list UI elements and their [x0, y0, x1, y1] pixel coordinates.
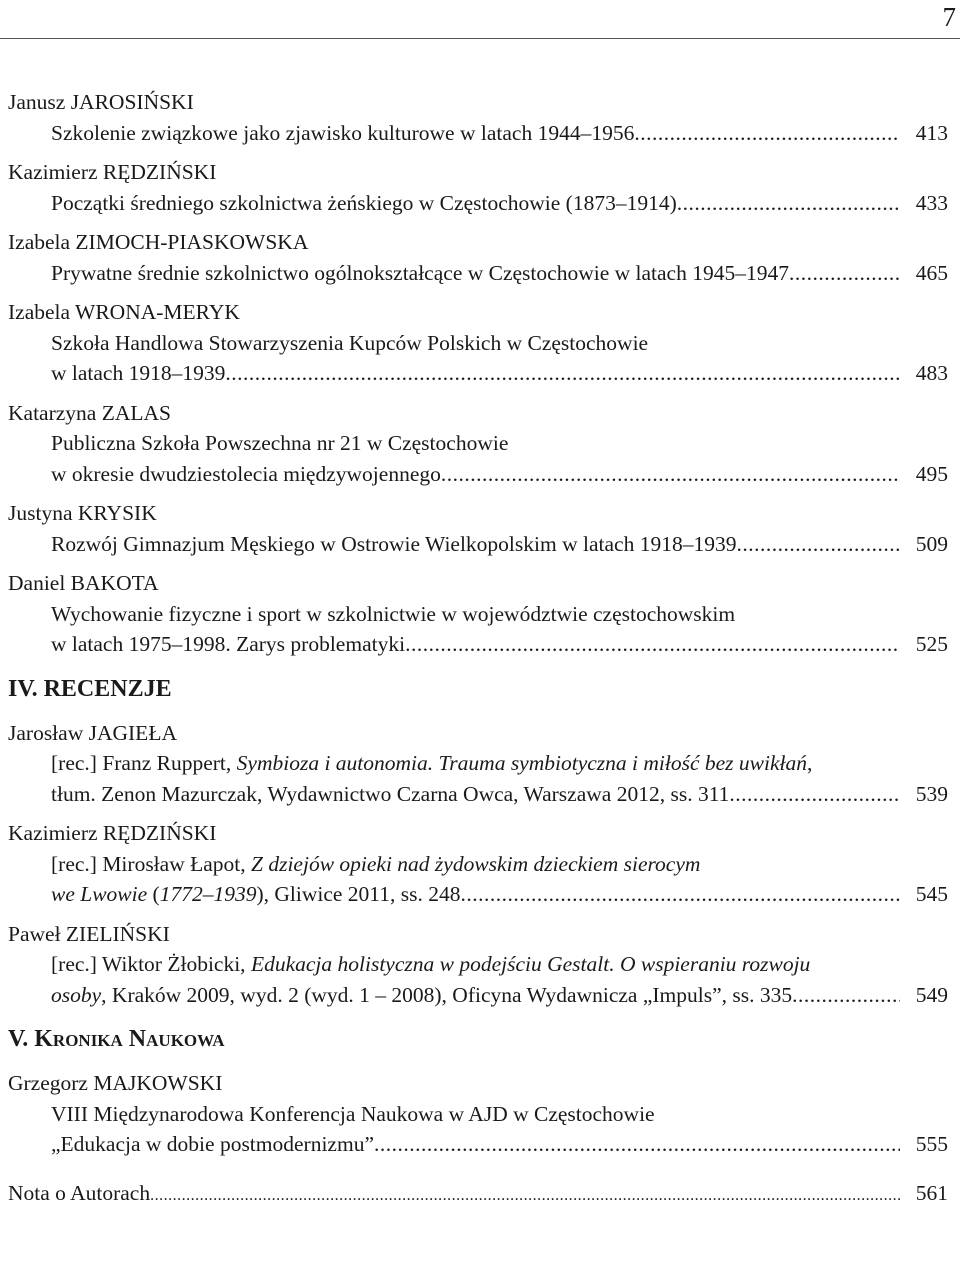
toc-entry — [8, 818, 948, 910]
entry-title-line — [8, 188, 948, 219]
entry-author: Daniel BAKOTA — [8, 571, 159, 595]
entry-title-line — [8, 258, 948, 289]
entry-title-line — [8, 980, 948, 1011]
entry-title-cont: „Edukacja w dobie postmodernizmu” — [51, 1132, 374, 1156]
leader-dots — [461, 879, 901, 910]
entry-page: 433 — [915, 190, 948, 215]
entry-title-italic: 1772–1939 — [159, 882, 257, 906]
entry-author: Justyna KRYSIK — [8, 501, 157, 525]
entry-page: 483 — [915, 361, 948, 385]
toc-entry — [8, 718, 948, 810]
entry-title-line — [8, 358, 948, 389]
entry-title-italic: we Lwowie — [51, 882, 148, 906]
entry-author: Izabela WRONA-MERYK — [8, 300, 240, 324]
entry-page: 555 — [915, 1132, 948, 1156]
entry-title — [8, 748, 948, 779]
entry-title-italic: osoby — [51, 982, 102, 1007]
entry-author: Izabela ZIMOCH-PIASKOWSKA — [8, 230, 309, 254]
entry-title: Wychowanie fizyczne i sport w szkolnictwie w województwie częstochowskim — [51, 601, 736, 626]
entry-author: Paweł ZIELIŃSKI — [8, 921, 170, 946]
entry-title-part: [rec.] Franz Ruppert, — [51, 751, 237, 775]
entry-title: Początki średniego szkolnictwa żeńskiego w Częstochowie (1873–1914) — [51, 190, 677, 215]
leader-dots — [677, 188, 900, 219]
leader-dots — [374, 1129, 900, 1160]
entry-title: Prywatne średnie szkolnictwo ogólnokształcące w Częstochowie w latach 1945–1947 — [51, 260, 789, 285]
section-heading-kronika — [8, 1024, 948, 1054]
entry-title: Publiczna Szkoła Powszechna nr 21 w Częstochowie — [51, 431, 509, 455]
leader-dots — [150, 1187, 900, 1205]
entry-page: 549 — [915, 982, 948, 1007]
entry-title-cont — [51, 879, 461, 910]
leader-dots — [225, 358, 900, 389]
toc-entry — [8, 157, 948, 218]
entry-title-line — [8, 459, 948, 490]
entry-page: 509 — [915, 531, 948, 556]
entry-author: Kazimierz RĘDZIŃSKI — [8, 821, 217, 845]
leader-dots — [729, 779, 900, 810]
entry-title-part: [rec.] Mirosław Łapot, — [51, 851, 251, 876]
entry-page: 495 — [915, 461, 948, 486]
entry-title: Szkoła Handlowa Stowarzyszenia Kupców Polskich w Częstochowie — [51, 330, 649, 355]
entry-title — [8, 849, 948, 880]
toc-entry — [8, 398, 948, 490]
toc-entry — [8, 227, 948, 288]
entry-title-part: , — [807, 751, 813, 775]
entry-title-part: ( — [147, 882, 160, 906]
entry-author: Grzegorz MAJKOWSKI — [8, 1071, 223, 1095]
entry-title: Nota o Autorach — [8, 1180, 151, 1205]
leader-dots — [792, 980, 900, 1011]
entry-author: Katarzyna ZALAS — [8, 400, 171, 425]
page-number: 7 — [942, 2, 956, 32]
entry-page: 525 — [915, 632, 948, 656]
entry-title: Rozwój Gimnazjum Męskiego w Ostrowie Wielkopolskim w latach 1918–1939 — [51, 531, 737, 556]
entry-title: Szkolenie związkowe jako zjawisko kulturowe w latach 1944–1956 — [51, 120, 635, 145]
leader-dots — [441, 459, 900, 490]
toc-entry — [8, 1178, 948, 1209]
entry-title-italic: Z dziejów opieki nad żydowskim dzieckiem sierocym — [251, 851, 701, 876]
entry-title-part: ), Gliwice 2011, ss. 248 — [256, 882, 461, 906]
entry-title: VIII Międzynarodowa Konferencja Naukowa w AJD w Częstochowie — [51, 1101, 655, 1126]
toc-entry — [8, 297, 948, 389]
entry-title-line — [8, 629, 948, 660]
entry-title-italic: Symbioza i autonomia. Trauma symbiotyczna i miłość bez uwikłań — [236, 751, 807, 775]
entry-page: 465 — [915, 260, 948, 285]
toc-entry — [8, 919, 948, 1011]
entry-title-cont: w latach 1918–1939 — [51, 361, 226, 385]
entry-title-line — [8, 1178, 948, 1209]
toc-entry — [8, 498, 948, 559]
entry-author: Kazimierz RĘDZIŃSKI — [8, 160, 217, 184]
toc-entry — [8, 1068, 948, 1160]
leader-dots — [789, 258, 900, 289]
entry-title-line — [8, 1129, 948, 1160]
leader-dots — [736, 529, 900, 560]
section-heading-recenzje: IV. RECENZJE — [8, 675, 172, 702]
entry-title-line — [8, 779, 948, 810]
leader-dots — [634, 118, 900, 149]
entry-author: Janusz JAROSIŃSKI — [8, 90, 194, 114]
entry-title-line — [8, 118, 948, 149]
entry-title — [8, 949, 948, 980]
entry-title-line — [8, 879, 948, 910]
entry-title-part: , Kraków 2009, wyd. 2 (wyd. 1 – 2008), Oficyna Wydawnicza „Impuls”, ss. 335 — [101, 982, 793, 1007]
section-heading-number: V. — [8, 1026, 35, 1052]
header-rule — [0, 38, 960, 39]
entry-title-cont: tłum. Zenon Mazurczak, Wydawnictwo Czarna Owca, Warszawa 2012, ss. 311 — [51, 781, 730, 806]
toc-entry — [8, 568, 948, 660]
leader-dots — [405, 629, 900, 660]
entry-page: 545 — [915, 882, 948, 906]
entry-title-cont: w latach 1975–1998. Zarys problematyki — [51, 632, 406, 656]
entry-page: 539 — [915, 781, 948, 806]
toc-entry — [8, 87, 948, 148]
entry-title-cont: w okresie dwudziestolecia międzywojennego — [51, 461, 441, 486]
entry-title-cont — [51, 980, 792, 1011]
entry-page: 413 — [915, 120, 948, 145]
table-of-contents — [8, 87, 948, 1217]
entry-author: Jarosław JAGIEŁA — [8, 720, 177, 745]
entry-title-italic: Edukacja holistyczna w podejściu Gestalt. O wspieraniu rozwoju — [250, 952, 811, 976]
entry-title-part: [rec.] Wiktor Żłobicki, — [51, 952, 251, 976]
entry-title-line — [8, 529, 948, 560]
section-heading-title: Kronika Naukowa — [34, 1026, 225, 1052]
entry-page: 561 — [915, 1180, 948, 1205]
